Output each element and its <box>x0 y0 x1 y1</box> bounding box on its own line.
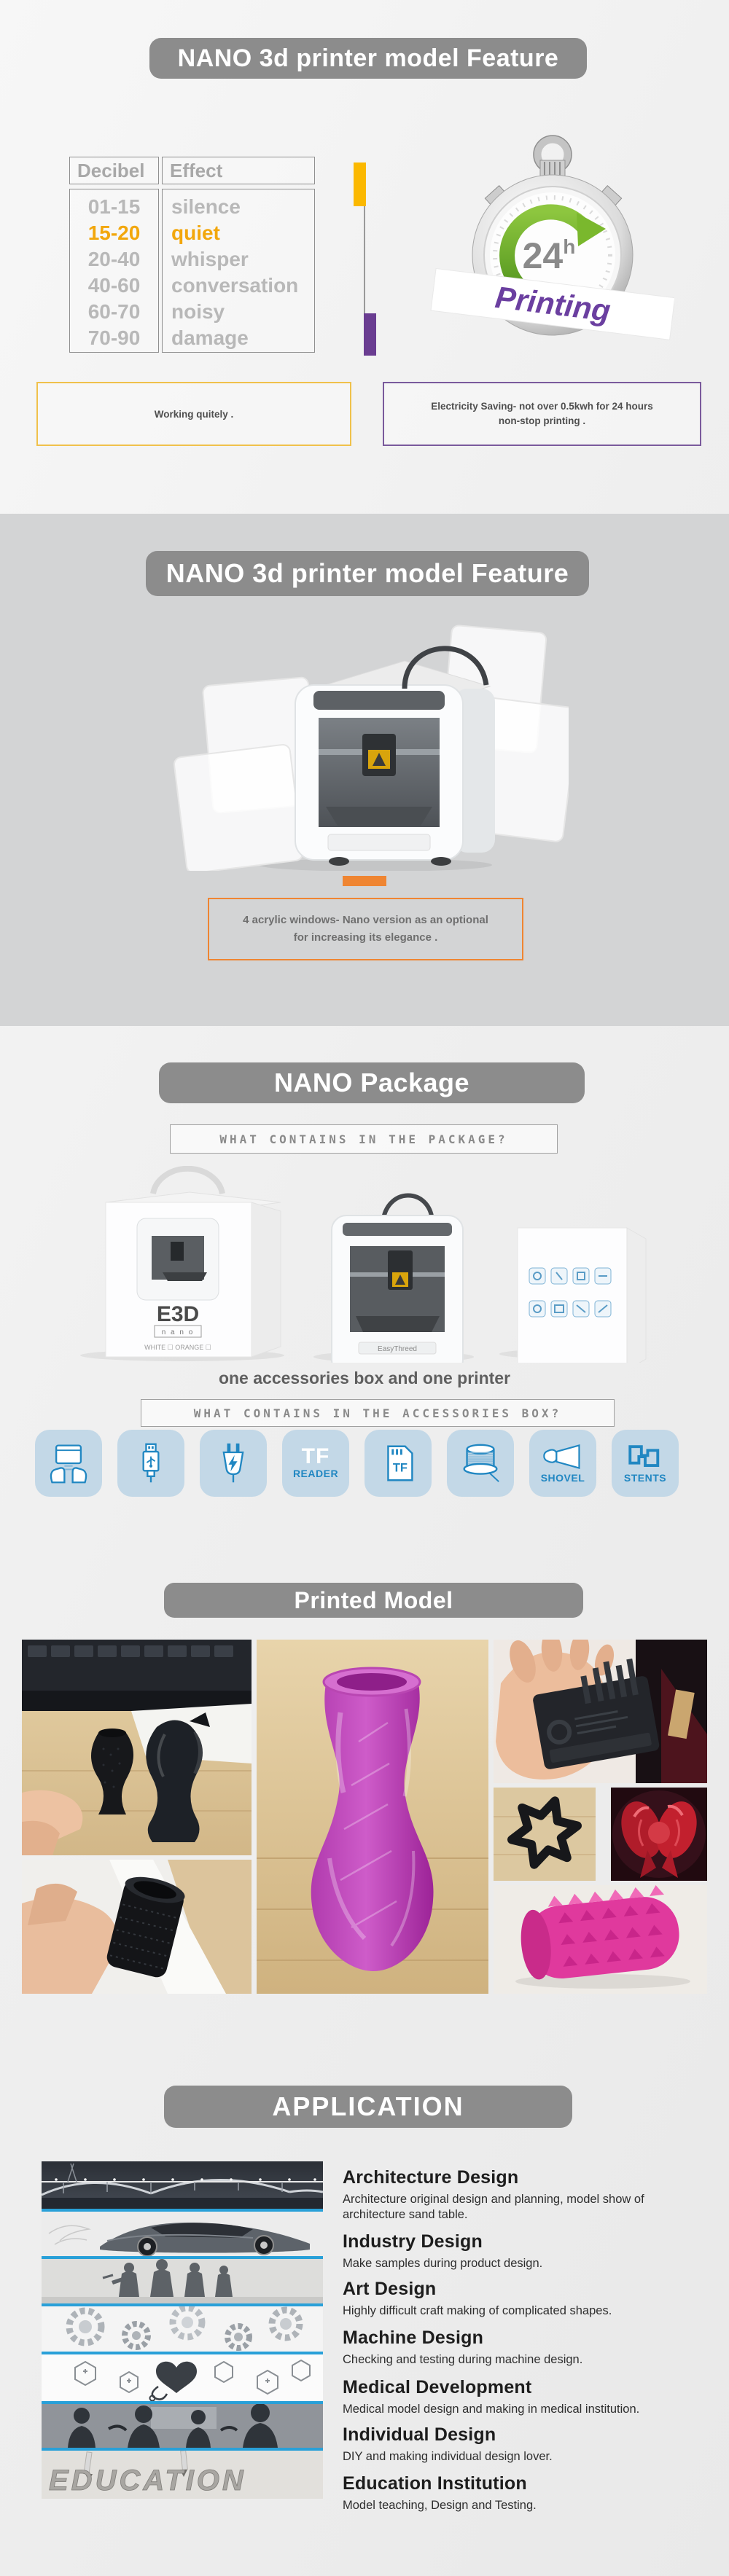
accessory-tf-card-tile <box>364 1430 432 1497</box>
question-text: WHAT CONTAINS IN THE ACCESSORIES BOX? <box>193 1406 562 1420</box>
strip-education <box>42 2451 323 2499</box>
box-brand-sub: n a n o <box>161 1328 195 1336</box>
app-body: DIY and making individual design lover. <box>343 2450 553 2463</box>
app-heading: Education Institution <box>343 2473 527 2494</box>
question-text: WHAT CONTAINS IN THE PACKAGE? <box>219 1132 508 1146</box>
package-contents-illustration <box>51 1166 678 1363</box>
caption-line2: for increasing its elegance . <box>293 931 438 944</box>
app-body: Make samples during product design. <box>343 2257 543 2270</box>
section-title-text: NANO Package <box>273 1068 470 1097</box>
printing-label: Printing <box>493 279 613 328</box>
shovel-label: SHOVEL <box>540 1472 585 1484</box>
marker-connector-line <box>364 206 365 313</box>
application-image-strips <box>42 2161 323 2499</box>
package-caption-text: one accessories box and one printer <box>218 1369 511 1387</box>
photo-red-ribbon <box>611 1788 707 1881</box>
tf-card-label: TF <box>392 1461 408 1475</box>
app-heading: Industry Design <box>343 2231 483 2252</box>
app-item-education <box>343 2473 707 2513</box>
electricity-marker <box>364 313 376 356</box>
app-item-machine <box>343 2328 707 2368</box>
quiet-range-marker <box>354 163 366 206</box>
photo-purple-vase <box>257 1640 488 1994</box>
accessories-tiles <box>35 1430 679 1497</box>
question-package-contents <box>170 1124 558 1154</box>
table-cell: conversation <box>171 274 299 297</box>
app-item-industry <box>343 2231 707 2271</box>
photo-printed-nameplate <box>494 1640 707 1783</box>
strip-medical <box>42 2354 323 2404</box>
app-item-art <box>343 2279 707 2319</box>
app-body: Architecture original design and planning, model show of architecture sand table. <box>343 2193 644 2222</box>
strip-individual <box>42 2404 323 2451</box>
stopwatch-24h-illustration <box>426 131 674 350</box>
app-heading: Individual Design <box>343 2424 496 2445</box>
package-caption <box>0 1369 729 1388</box>
printer-exploded-view <box>164 616 569 871</box>
section-title-text: Printed Model <box>294 1586 453 1613</box>
section-title-package <box>159 1062 585 1103</box>
decibel-table-col-effect <box>162 189 315 353</box>
accessory-shovel-tile <box>529 1430 596 1497</box>
app-item-medical <box>343 2377 707 2417</box>
table-cell: noisy <box>171 300 225 323</box>
stopwatch-graphic <box>426 131 674 350</box>
app-item-architecture <box>343 2167 707 2223</box>
effect-header-label: Effect <box>170 159 223 181</box>
orange-indicator-bar <box>343 876 386 886</box>
table-cell-highlight: quiet <box>171 222 220 244</box>
strip-industry <box>42 2212 323 2259</box>
app-body: Checking and testing during machine design. <box>343 2353 583 2366</box>
table-cell-highlight: 15-20 <box>87 222 141 244</box>
hands-manual-icon <box>47 1441 90 1485</box>
section-title-text: APPLICATION <box>272 2091 464 2121</box>
photo-black-cylinder <box>22 1860 252 1994</box>
section-title-feature2 <box>146 551 589 596</box>
table-cell: silence <box>171 195 241 218</box>
tf-reader-label: READER <box>292 1468 339 1479</box>
photo-black-vases <box>22 1640 252 1855</box>
accessory-manual-tile <box>35 1430 102 1497</box>
strip-art <box>42 2259 323 2306</box>
decibel-table-header-decibel <box>69 157 159 184</box>
decibel-table-col-decibel <box>69 189 159 353</box>
section-title-text: NANO 3d printer model Feature <box>165 558 569 588</box>
app-body: Highly difficult craft making of complicated shapes. <box>343 2304 612 2317</box>
table-cell: 70-90 <box>87 326 141 349</box>
stents-icon <box>624 1443 666 1471</box>
usb-cable-icon <box>129 1441 173 1485</box>
accessory-stents-tile <box>612 1430 679 1497</box>
caption-line1: 4 acrylic windows- Nano version as an optional <box>243 914 488 926</box>
decibel-header-label: Decibel <box>77 159 145 181</box>
table-cell: 40-60 <box>87 274 141 297</box>
app-item-individual <box>343 2424 707 2465</box>
box-color-options: WHITE ☐ ORANGE ☐ <box>144 1344 211 1351</box>
tf-reader-big-label: TF <box>301 1444 330 1468</box>
strip-machine <box>42 2306 323 2354</box>
note-electricity-line1: Electricity Saving- not over 0.5kwh for 24 hours <box>431 400 653 412</box>
photo-pink-roller <box>494 1885 707 1994</box>
app-heading: Machine Design <box>343 2328 484 2348</box>
table-cell: 60-70 <box>87 300 141 323</box>
app-heading: Medical Development <box>343 2377 532 2397</box>
acrylic-windows-caption <box>208 898 523 960</box>
shovel-icon <box>542 1443 584 1471</box>
retail-box <box>106 1169 281 1357</box>
note-working-quietly <box>36 382 351 446</box>
tf-card-icon <box>375 1441 421 1486</box>
decibel-table-header-effect <box>162 157 315 184</box>
section-title-feature1 <box>149 38 587 79</box>
table-cell: 01-15 <box>87 195 141 218</box>
accessory-filament-spool-tile <box>447 1430 514 1497</box>
table-cell: whisper <box>171 248 249 270</box>
printer-body <box>295 649 495 866</box>
table-cell: damage <box>171 326 249 349</box>
app-body: Model teaching, Design and Testing. <box>343 2499 537 2512</box>
strip-architecture <box>42 2161 323 2212</box>
note-electricity-saving <box>383 382 701 446</box>
stopwatch-24h-label: 24h <box>522 235 576 276</box>
stents-label: STENTS <box>623 1472 667 1484</box>
box-brand: E3D <box>156 1302 200 1326</box>
education-watermark: EDUCATION <box>49 2465 246 2497</box>
app-heading: Art Design <box>343 2279 437 2299</box>
note-electricity-line2: non-stop printing . <box>498 415 586 426</box>
app-heading: Architecture Design <box>343 2167 519 2188</box>
section-title-printed-model <box>164 1583 583 1618</box>
filament-spool-icon <box>458 1441 503 1486</box>
section-title-text: NANO 3d printer model Feature <box>177 44 559 72</box>
app-body: Medical model design and making in medical institution. <box>343 2403 640 2416</box>
accessory-tf-reader-tile <box>282 1430 349 1497</box>
accessory-power-plug-tile <box>200 1430 267 1497</box>
power-plug-icon <box>211 1441 255 1485</box>
printer-front <box>332 1195 463 1363</box>
question-accessories-contents <box>141 1399 615 1427</box>
section-title-application <box>164 2086 572 2128</box>
printer-logo: EasyThreed <box>378 1345 417 1353</box>
accessory-usb-cable-tile <box>117 1430 184 1497</box>
note-working-quietly-text: Working quitely . <box>154 408 234 420</box>
table-cell: 20-40 <box>87 248 141 270</box>
photo-star-print <box>494 1788 596 1881</box>
accessories-box <box>518 1228 646 1363</box>
